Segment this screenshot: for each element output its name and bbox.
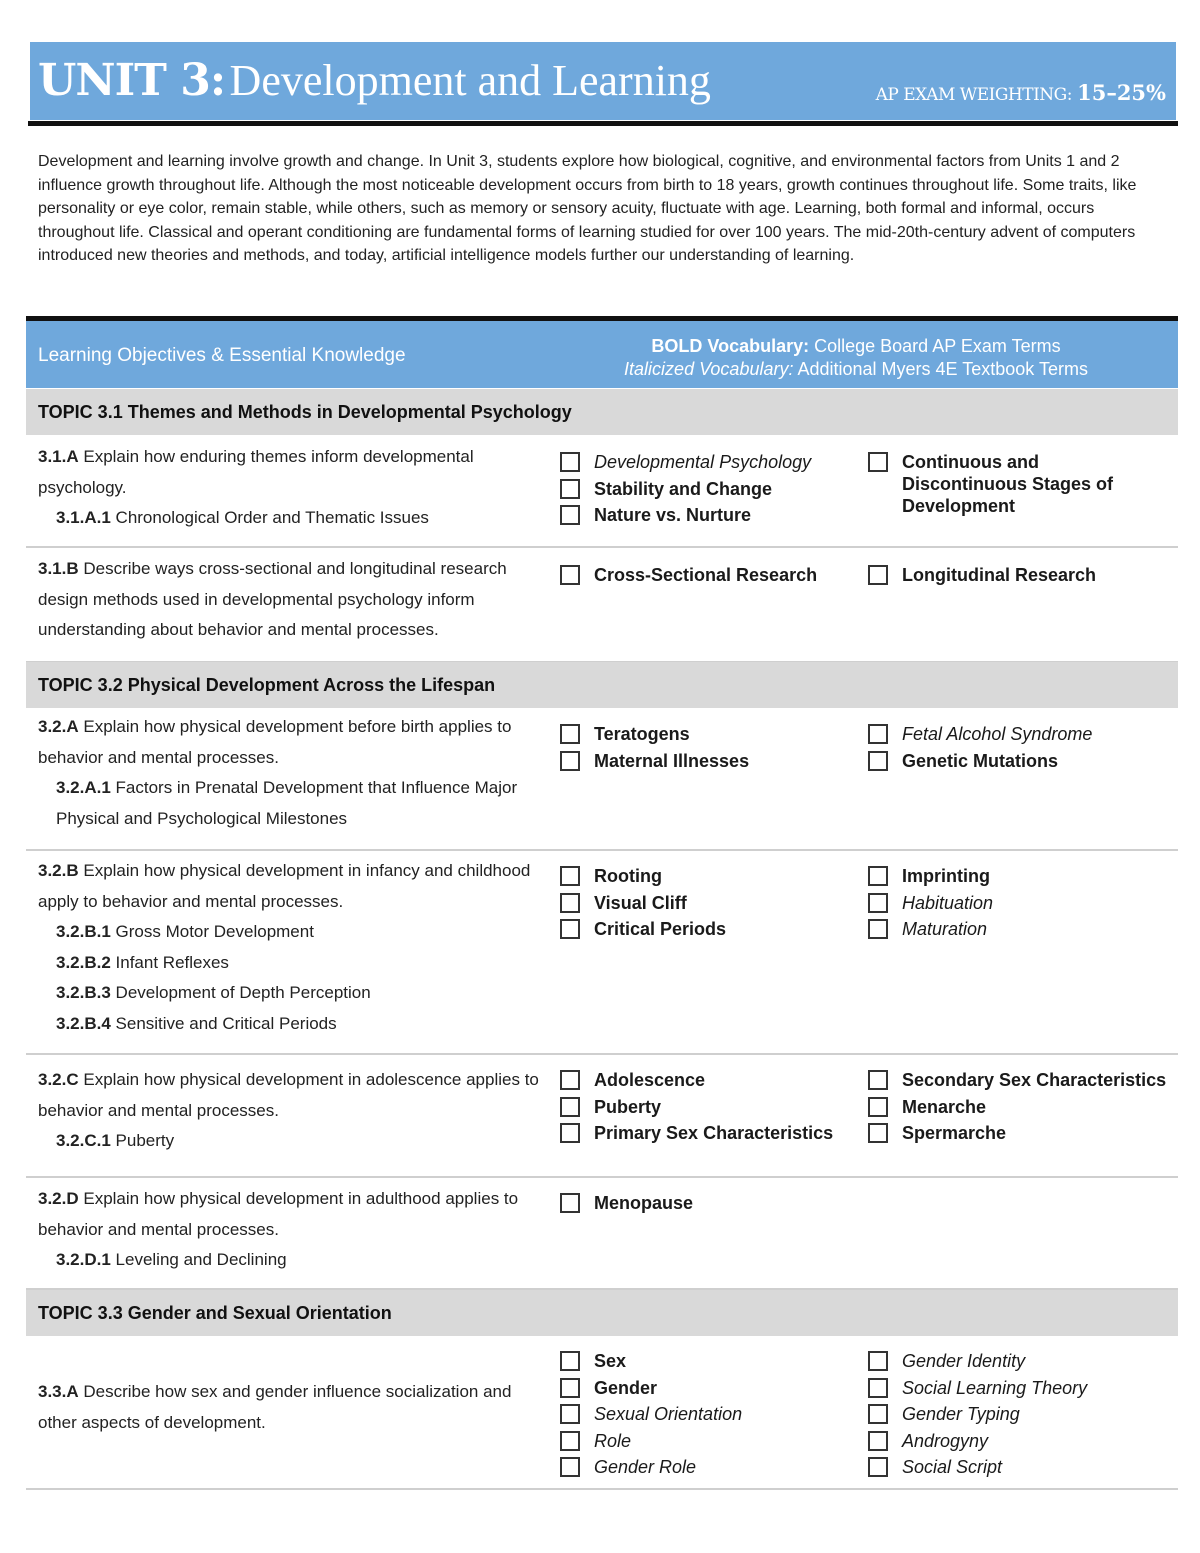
objective-description: Explain how physical development in adolescence applies to behavior and mental processes. bbox=[38, 1070, 539, 1120]
essential-knowledge bbox=[38, 1245, 548, 1276]
objective-row-3-2-a bbox=[26, 708, 1178, 851]
objective-code: 3.1.A bbox=[38, 447, 79, 466]
checkbox[interactable] bbox=[560, 1378, 580, 1398]
vocab-term: Primary Sex Characteristics bbox=[594, 1123, 834, 1144]
vocab-checklist-item[interactable] bbox=[560, 1456, 850, 1478]
vocab-column-1 bbox=[560, 1192, 850, 1219]
objective-statement bbox=[38, 442, 548, 503]
checkbox[interactable] bbox=[868, 1070, 888, 1090]
knowledge-text: Chronological Order and Thematic Issues bbox=[110, 508, 429, 527]
vocab-checklist-item[interactable] bbox=[868, 1122, 1168, 1144]
table-header bbox=[26, 321, 1178, 388]
objective-description: Explain how physical development in infancy and childhood apply to behavior and mental processes. bbox=[38, 861, 531, 911]
exam-weighting bbox=[876, 80, 1166, 105]
checkbox[interactable] bbox=[868, 1123, 888, 1143]
vocab-checklist-item[interactable] bbox=[560, 1430, 850, 1452]
checkbox[interactable] bbox=[560, 1351, 580, 1371]
vocab-checklist-item[interactable] bbox=[560, 504, 850, 526]
objectives-heading: Learning Objectives & Essential Knowledge bbox=[38, 345, 406, 366]
vocab-term: Nature vs. Nurture bbox=[594, 505, 752, 526]
objective-text bbox=[38, 442, 548, 534]
vocab-checklist-item[interactable] bbox=[560, 1122, 850, 1144]
checkbox[interactable] bbox=[560, 1457, 580, 1477]
vocab-checklist-item[interactable] bbox=[560, 723, 850, 745]
objective-text bbox=[38, 712, 548, 834]
vocab-term: Maturation bbox=[902, 919, 988, 940]
vocab-column-1 bbox=[560, 865, 850, 945]
vocab-checklist-item[interactable] bbox=[560, 1192, 850, 1214]
objective-statement bbox=[38, 712, 548, 773]
knowledge-text: Infant Reflexes bbox=[110, 952, 229, 972]
checkbox[interactable] bbox=[560, 1070, 580, 1090]
vocab-checklist-item[interactable] bbox=[868, 750, 1168, 772]
italic-legend-label: Italicized Vocabulary: bbox=[624, 359, 794, 379]
objective-description: Describe how sex and gender influence socialization and other aspects of development. bbox=[38, 1382, 512, 1432]
knowledge-code: 3.2.B.2 bbox=[56, 952, 111, 972]
vocab-checklist-item[interactable] bbox=[868, 1403, 1168, 1425]
vocab-checklist-item[interactable] bbox=[560, 892, 850, 914]
vocab-term: Menarche bbox=[902, 1096, 987, 1117]
knowledge-text: Development of Depth Perception bbox=[110, 983, 371, 1002]
objective-text bbox=[38, 1377, 548, 1438]
checkbox[interactable] bbox=[560, 479, 580, 499]
objective-code: 3.2.D bbox=[38, 1189, 79, 1208]
vocab-term: Fetal Alcohol Syndrome bbox=[902, 724, 1093, 744]
vocab-term: Cross-Sectional Research bbox=[594, 565, 818, 585]
vocab-column-2 bbox=[868, 1069, 1168, 1149]
vocab-checklist-item[interactable] bbox=[560, 750, 850, 772]
vocab-checklist-item[interactable] bbox=[560, 1377, 850, 1399]
vocab-checklist-item[interactable] bbox=[560, 1403, 850, 1425]
vocab-column-1 bbox=[560, 1350, 850, 1483]
checkbox[interactable] bbox=[560, 919, 580, 939]
unit-name: Development and Learning bbox=[229, 56, 711, 105]
vocab-term: Adolescence bbox=[594, 1070, 706, 1090]
vocab-checklist-item[interactable] bbox=[868, 1377, 1168, 1399]
vocab-checklist-item[interactable] bbox=[560, 564, 850, 586]
checkbox[interactable] bbox=[868, 751, 888, 771]
objective-row-3-2-d bbox=[26, 1178, 1178, 1290]
bold-legend-label: BOLD Vocabulary: bbox=[651, 336, 810, 356]
objective-row-3-2-c bbox=[26, 1055, 1178, 1178]
unit-label: UNIT 3: bbox=[38, 55, 226, 106]
objective-text bbox=[38, 554, 548, 646]
vocab-term: Critical Periods bbox=[594, 919, 727, 940]
checkbox[interactable] bbox=[560, 1193, 580, 1213]
weighting-label: AP EXAM WEIGHTING: bbox=[875, 85, 1072, 105]
objective-text bbox=[38, 1065, 548, 1157]
topic-3-2-header bbox=[26, 662, 1178, 708]
objective-code: 3.3.A bbox=[38, 1382, 79, 1401]
vocab-checklist-item[interactable] bbox=[868, 451, 1168, 517]
objective-code: 3.2.A bbox=[38, 717, 79, 736]
checkbox[interactable] bbox=[868, 565, 888, 585]
knowledge-text: Gross Motor Development bbox=[110, 922, 314, 941]
topic-3-3-header bbox=[26, 1290, 1178, 1336]
checkbox[interactable] bbox=[560, 751, 580, 771]
vocab-checklist-item[interactable] bbox=[560, 1096, 850, 1118]
vocab-checklist-item[interactable] bbox=[560, 451, 850, 473]
essential-knowledge bbox=[38, 978, 548, 1009]
vocab-checklist-item[interactable] bbox=[868, 1456, 1168, 1478]
vocab-checklist-item[interactable] bbox=[868, 892, 1168, 914]
objective-statement bbox=[38, 1065, 548, 1126]
objective-description: Explain how physical development before birth applies to behavior and mental processes. bbox=[38, 717, 512, 767]
vocab-term: Habituation bbox=[902, 892, 994, 913]
objective-statement bbox=[38, 1377, 548, 1438]
checkbox[interactable] bbox=[868, 1351, 888, 1371]
vocab-checklist-item[interactable] bbox=[868, 1096, 1168, 1118]
essential-knowledge bbox=[38, 1126, 548, 1157]
checkbox[interactable] bbox=[560, 1431, 580, 1451]
vocab-checklist-item[interactable] bbox=[560, 478, 850, 500]
objective-statement bbox=[38, 554, 548, 646]
checkbox[interactable] bbox=[868, 1378, 888, 1398]
checkbox[interactable] bbox=[868, 1404, 888, 1424]
vocab-checklist-item[interactable] bbox=[560, 1350, 850, 1372]
vocab-term: Gender Typing bbox=[902, 1404, 1020, 1425]
objective-description: Explain how enduring themes inform developmental psychology. bbox=[38, 447, 474, 497]
vocab-column-2 bbox=[868, 1350, 1168, 1483]
topic-title: TOPIC 3.2 Physical Development Across the Lifespan bbox=[38, 675, 496, 695]
vocab-term: Social Learning Theory bbox=[902, 1377, 1088, 1398]
objective-description: Explain how physical development in adulthood applies to behavior and mental processes. bbox=[38, 1189, 519, 1239]
objective-description: Describe ways cross-sectional and longitudinal research design methods used in developmental psychology inform understanding about behavior and mental processes. bbox=[38, 559, 507, 639]
vocabulary-legend bbox=[586, 335, 1126, 381]
vocab-checklist-item[interactable] bbox=[560, 918, 850, 940]
checkbox[interactable] bbox=[560, 1097, 580, 1117]
vocab-term: Role bbox=[594, 1430, 632, 1451]
vocab-checklist-item[interactable] bbox=[868, 1069, 1168, 1091]
banner-rule bbox=[28, 121, 1178, 126]
checkbox[interactable] bbox=[868, 866, 888, 886]
intro-paragraph: Development and learning involve growth and change. In Unit 3, students explore how biological, cognitive, and environmental factors from Units 1 and 2 influence growth throughout life. Although the most noticeable development occurs from birth to 18 years, growth continues throughout life. Some traits, like personality or eye color, remain stable, while others, such as memory or sensory acuity, fluctuate with age. Learning, both formal and informal, occurs throughout life. Classical and operant conditioning are fundamental forms of learning studied for over 100 years. The mid-20th-century advent of computers introduced new theories and methods, and today, artificial intelligence models further our understanding of learning. bbox=[38, 153, 1137, 264]
knowledge-code: 3.2.D.1 bbox=[56, 1250, 111, 1269]
italic-legend-desc: Additional Myers 4E Textbook Terms bbox=[793, 359, 1088, 379]
checkbox[interactable] bbox=[868, 893, 888, 913]
vocab-term: Continuous and Discontinuous Stages of Development bbox=[902, 452, 1114, 516]
vocab-checklist-item[interactable] bbox=[868, 564, 1168, 586]
weighting-value: 15–25% bbox=[1077, 80, 1166, 105]
vocab-checklist-item[interactable] bbox=[868, 723, 1168, 745]
vocab-term: Sexual Orientation bbox=[594, 1404, 743, 1425]
bold-legend-desc: College Board AP Exam Terms bbox=[809, 336, 1061, 356]
knowledge-text: Sensitive and Critical Periods bbox=[110, 1013, 337, 1033]
objective-code: 3.2.B bbox=[38, 861, 79, 880]
checkbox[interactable] bbox=[868, 452, 888, 472]
objective-statement bbox=[38, 856, 548, 917]
checkbox[interactable] bbox=[560, 866, 580, 886]
vocab-column-1 bbox=[560, 564, 850, 591]
vocab-term: Gender Role bbox=[594, 1457, 697, 1478]
vocab-term: Teratogens bbox=[594, 724, 690, 744]
vocab-column-1 bbox=[560, 723, 850, 776]
vocab-checklist-item[interactable] bbox=[868, 1430, 1168, 1452]
checkbox[interactable] bbox=[868, 1097, 888, 1117]
vocab-checklist-item[interactable] bbox=[560, 865, 850, 887]
objective-text bbox=[38, 1184, 548, 1276]
checkbox[interactable] bbox=[868, 1457, 888, 1477]
checkbox[interactable] bbox=[560, 505, 580, 525]
essential-knowledge bbox=[38, 1009, 548, 1040]
checkbox[interactable] bbox=[560, 893, 580, 913]
vocab-term: Imprinting bbox=[902, 866, 990, 886]
vocab-term: Androgyny bbox=[902, 1430, 989, 1451]
vocab-term: Gender Identity bbox=[902, 1351, 1026, 1371]
vocab-checklist-item[interactable] bbox=[868, 865, 1168, 887]
vocab-checklist-item[interactable] bbox=[560, 1069, 850, 1091]
vocab-term: Rooting bbox=[594, 866, 662, 886]
vocab-column-2 bbox=[868, 865, 1168, 945]
checkbox[interactable] bbox=[560, 452, 580, 472]
knowledge-code: 3.2.B.4 bbox=[56, 1013, 111, 1033]
checkbox[interactable] bbox=[560, 1404, 580, 1424]
vocab-term: Sex bbox=[594, 1351, 627, 1371]
vocab-column-1 bbox=[560, 1069, 850, 1149]
vocab-term: Genetic Mutations bbox=[902, 750, 1059, 771]
checkbox[interactable] bbox=[868, 1431, 888, 1451]
checkbox[interactable] bbox=[560, 565, 580, 585]
vocab-term: Secondary Sex Characteristics bbox=[902, 1070, 1167, 1090]
knowledge-text: Puberty bbox=[110, 1131, 175, 1150]
objective-row-3-2-b bbox=[26, 851, 1178, 1055]
vocab-column-2 bbox=[868, 723, 1168, 776]
essential-knowledge bbox=[38, 503, 548, 534]
vocab-term: Spermarche bbox=[902, 1123, 1007, 1144]
checkbox[interactable] bbox=[560, 724, 580, 744]
checkbox[interactable] bbox=[868, 919, 888, 939]
objective-code: 3.2.C bbox=[38, 1070, 79, 1089]
topic-3-1-header bbox=[26, 389, 1178, 435]
vocab-term: Stability and Change bbox=[594, 478, 773, 499]
vocab-term: Longitudinal Research bbox=[902, 565, 1097, 585]
vocab-term: Social Script bbox=[902, 1457, 1003, 1478]
objective-row-3-3-a bbox=[26, 1336, 1178, 1490]
knowledge-text: Factors in Prenatal Development that Influence Major Physical and Psychological Milestones bbox=[56, 778, 518, 828]
objective-text bbox=[38, 856, 548, 1039]
topic-title: TOPIC 3.1 Themes and Methods in Developmental Psychology bbox=[38, 402, 572, 422]
essential-knowledge bbox=[38, 917, 548, 948]
vocab-term: Visual Cliff bbox=[594, 892, 687, 913]
objective-statement bbox=[38, 1184, 548, 1245]
vocab-column-2 bbox=[868, 451, 1168, 522]
unit-title bbox=[38, 55, 711, 106]
vocab-term: Menopause bbox=[594, 1193, 694, 1213]
vocab-term: Puberty bbox=[594, 1096, 662, 1117]
checkbox[interactable] bbox=[560, 1123, 580, 1143]
topic-title: TOPIC 3.3 Gender and Sexual Orientation bbox=[38, 1303, 392, 1323]
vocab-term: Maternal Illnesses bbox=[594, 750, 750, 771]
knowledge-text: Leveling and Declining bbox=[110, 1250, 287, 1269]
vocab-column-1 bbox=[560, 451, 850, 531]
checkbox[interactable] bbox=[868, 724, 888, 744]
knowledge-code: 3.2.B.1 bbox=[56, 922, 111, 941]
knowledge-code: 3.2.B.3 bbox=[56, 983, 111, 1002]
knowledge-code: 3.2.C.1 bbox=[56, 1131, 111, 1150]
vocab-term: Gender bbox=[594, 1377, 658, 1398]
essential-knowledge bbox=[38, 948, 548, 979]
vocab-checklist-item[interactable] bbox=[868, 1350, 1168, 1372]
knowledge-code: 3.1.A.1 bbox=[56, 508, 111, 527]
vocab-term: Developmental Psychology bbox=[594, 452, 812, 472]
objective-code: 3.1.B bbox=[38, 559, 79, 578]
objective-row-3-1-a bbox=[26, 435, 1178, 548]
objective-row-3-1-b bbox=[26, 548, 1178, 663]
vocab-column-2 bbox=[868, 564, 1168, 591]
knowledge-code: 3.2.A.1 bbox=[56, 778, 111, 797]
vocab-checklist-item[interactable] bbox=[868, 918, 1168, 940]
essential-knowledge bbox=[38, 773, 548, 834]
